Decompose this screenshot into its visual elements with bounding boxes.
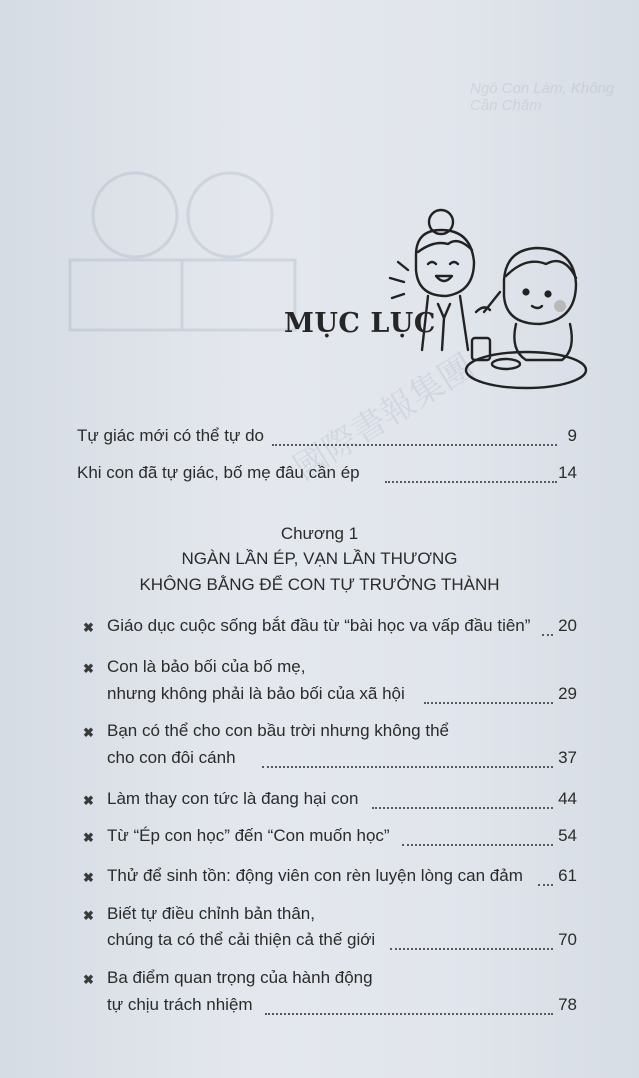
bullet-icon: ✖ xyxy=(83,908,94,923)
leader-dots xyxy=(265,1013,553,1015)
toc-entry-3-line-1[interactable] xyxy=(0,716,639,746)
toc-entry-text: Ba điểm quan trọng của hành động xyxy=(107,968,373,987)
toc-entry-6[interactable] xyxy=(0,861,639,891)
leader-dots xyxy=(372,807,553,809)
leader-dots xyxy=(385,481,557,483)
bullet-icon: ✖ xyxy=(83,725,94,740)
toc-page-number: 37 xyxy=(558,748,577,767)
toc-entry-intro-1[interactable] xyxy=(0,421,639,451)
toc-entry-5[interactable] xyxy=(0,821,639,851)
bullet-icon: ✖ xyxy=(83,661,94,676)
toc-entry-text: Giáo dục cuộc sống bắt đầu từ “bài học va vấp đầu tiên” xyxy=(107,616,531,635)
chapter-title-line-1: NGÀN LẦN ÉP, VẠN LẦN THƯƠNG xyxy=(181,549,458,568)
toc-entry-intro-2[interactable] xyxy=(0,458,639,488)
leader-dots xyxy=(262,766,553,768)
toc-entry-text: nhưng không phải là bảo bối của xã hội xyxy=(107,684,405,703)
toc-entry-2-line-1[interactable] xyxy=(0,652,639,682)
stamp-watermark: 國際書報集團 xyxy=(287,347,481,488)
toc-entry-text: Con là bảo bối của bố mẹ, xyxy=(107,657,306,676)
toc-entry-text: chúng ta có thể cải thiện cả thế giới xyxy=(107,930,376,949)
toc-entry-1[interactable] xyxy=(0,611,639,641)
toc-page-number: 29 xyxy=(558,684,577,703)
leader-dots xyxy=(402,844,553,846)
leader-dots xyxy=(424,702,553,704)
toc-page-number: 54 xyxy=(558,826,577,845)
toc-entry-text: cho con đôi cánh xyxy=(107,748,236,767)
toc-page-number: 20 xyxy=(558,616,577,635)
leader-dots xyxy=(542,634,553,636)
toc-entry-8-line-2[interactable] xyxy=(0,990,639,1020)
leader-dots xyxy=(272,444,557,446)
chapter-title-line-2: KHÔNG BẰNG ĐỂ CON TỰ TRƯỞNG THÀNH xyxy=(139,575,500,594)
toc-page-number: 78 xyxy=(558,995,577,1014)
toc-page-number: 70 xyxy=(558,930,577,949)
bullet-icon: ✖ xyxy=(83,793,94,808)
bullet-icon: ✖ xyxy=(83,830,94,845)
toc-entry-7-line-2[interactable] xyxy=(0,925,639,955)
bullet-icon: ✖ xyxy=(83,972,94,987)
toc-page-number: 14 xyxy=(558,463,577,482)
toc-entry-text: Thử để sinh tồn: động viên con rèn luyện lòng can đảm xyxy=(107,866,523,885)
toc-entry-text: tự chịu trách nhiệm xyxy=(107,995,253,1014)
header-watermark: Ngô Con Làm, Không Cần Chăm xyxy=(470,80,615,114)
toc-entry-text: Khi con đã tự giác, bố mẹ đâu cần ép xyxy=(77,463,360,482)
toc-entry-text: Bạn có thể cho con bầu trời nhưng không thể xyxy=(107,721,449,740)
bullet-icon: ✖ xyxy=(83,870,94,885)
toc-entry-2-line-2[interactable] xyxy=(0,679,639,709)
toc-entry-text: Làm thay con tức là đang hại con xyxy=(107,789,359,808)
bullet-icon: ✖ xyxy=(83,620,94,635)
toc-page-number: 61 xyxy=(558,866,577,885)
chapter-number: Chương 1 xyxy=(280,524,359,543)
toc-entry-text: Từ “Ép con học” đến “Con muốn học” xyxy=(107,826,390,845)
background-kids-illustration xyxy=(60,150,310,350)
leader-dots xyxy=(390,948,553,950)
toc-entry-3-line-2[interactable] xyxy=(0,743,639,773)
page-title: MỤC LỤC xyxy=(284,308,436,339)
toc-page-number: 44 xyxy=(558,789,577,808)
leader-dots xyxy=(538,884,553,886)
toc-entry-text: Tự giác mới có thể tự do xyxy=(77,426,264,445)
toc-page-number: 9 xyxy=(567,426,577,445)
toc-entry-4[interactable] xyxy=(0,784,639,814)
mother-baby-illustration xyxy=(386,200,591,400)
toc-entry-8-line-1[interactable] xyxy=(0,963,639,993)
toc-entry-text: Biết tự điều chỉnh bản thân, xyxy=(107,904,315,923)
